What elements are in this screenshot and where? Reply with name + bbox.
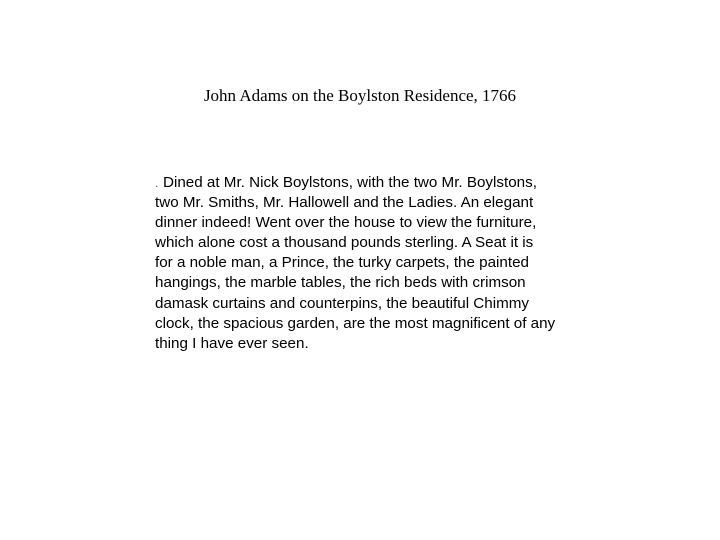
text-line: which alone cost a thousand pounds sterling. A Seat it is xyxy=(155,234,534,252)
text-line: hangings, the marble tables, the rich beds with crimson xyxy=(155,274,526,292)
bullet-marker: . xyxy=(155,176,159,190)
text-line: thing I have ever seen. xyxy=(155,334,309,352)
text-line xyxy=(155,173,595,193)
text-line: for a noble man, a Prince, the turky carpets, the painted xyxy=(155,254,529,272)
text-line: damask curtains and counterpins, the beautiful Chimmy xyxy=(155,294,529,312)
text-line-content: Dined at Mr. Nick Boylstons, with the two Mr. Boylstons, xyxy=(163,174,537,191)
text-line: clock, the spacious garden, are the most magnificent of any xyxy=(155,314,556,332)
text-line: two Mr. Smiths, Mr. Hallowell and the Ladies. An elegant xyxy=(155,194,534,212)
text-line: dinner indeed! Went over the house to view the furniture, xyxy=(155,214,537,232)
page-title: John Adams on the Boylston Residence, 1766 xyxy=(203,86,517,105)
quote-paragraph xyxy=(155,173,595,354)
